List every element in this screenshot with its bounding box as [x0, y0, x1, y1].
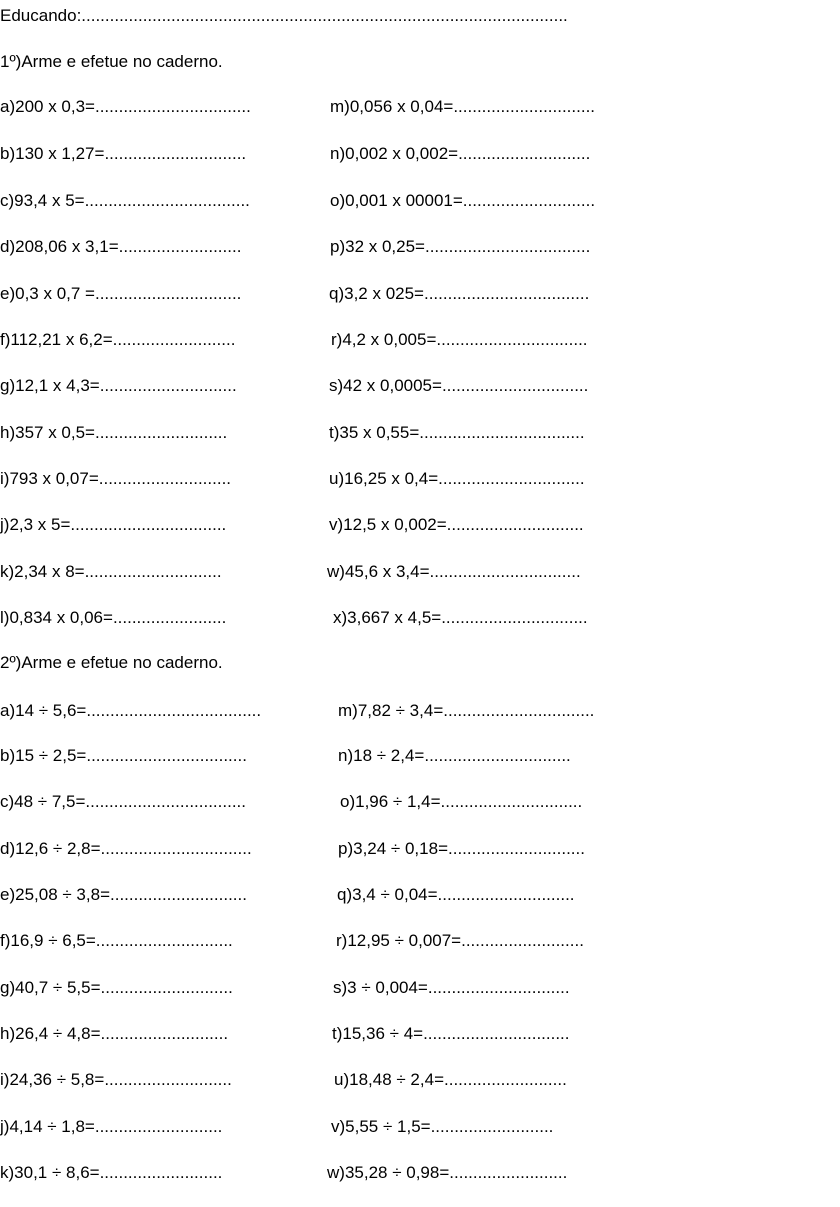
exercise-item: n)0,002 x 0,002=............................ [330, 144, 591, 163]
exercise-item: f)16,9 ÷ 6,5=............................. [0, 931, 233, 950]
exercise-item: p)3,24 ÷ 0,18=............................. [338, 839, 585, 858]
exercise-item: h)26,4 ÷ 4,8=........................... [0, 1024, 229, 1043]
exercise-item: g)12,1 x 4,3=............................. [0, 376, 237, 395]
exercise-item: w)45,6 x 3,4=................................ [327, 562, 581, 581]
exercise-item: p)32 x 0,25=................................... [330, 237, 591, 256]
exercise-item: l)0,834 x 0,06=........................ [0, 608, 227, 627]
exercise-item: s)42 x 0,0005=............................... [329, 376, 589, 395]
exercise-item: t)35 x 0,55=................................... [329, 423, 585, 442]
exercise-item: j)2,3 x 5=................................. [0, 515, 227, 534]
student-name-line: Educando:....................................................................................................... [0, 6, 568, 25]
exercise-item: i)793 x 0,07=............................ [0, 469, 232, 488]
exercise-item: j)4,14 ÷ 1,8=........................... [0, 1117, 223, 1136]
exercise-item: h)357 x 0,5=............................ [0, 423, 228, 442]
exercise-item: x)3,667 x 4,5=............................... [333, 608, 588, 627]
exercise-item: c)48 ÷ 7,5=.................................. [0, 792, 246, 811]
exercise-item: r)12,95 ÷ 0,007=.......................... [336, 931, 584, 950]
exercise-item: u)18,48 ÷ 2,4=.......................... [334, 1070, 567, 1089]
exercise-item: c)93,4 x 5=................................... [0, 191, 250, 210]
exercise-item: t)15,36 ÷ 4=............................... [332, 1024, 570, 1043]
exercise-item: k)2,34 x 8=............................. [0, 562, 222, 581]
exercise-item: s)3 ÷ 0,004=.............................. [333, 978, 570, 997]
exercise-item: i)24,36 ÷ 5,8=........................... [0, 1070, 232, 1089]
exercise-item: o)1,96 ÷ 1,4=.............................. [340, 792, 583, 811]
exercise-item: d)208,06 x 3,1=.......................... [0, 237, 242, 256]
exercise-item: q)3,2 x 025=................................... [329, 284, 590, 303]
exercise-item: f)112,21 x 6,2=.......................... [0, 330, 236, 349]
exercise-item: e)0,3 x 0,7 =............................... [0, 284, 242, 303]
exercise-item: q)3,4 ÷ 0,04=............................. [337, 885, 575, 904]
exercise-item: m)7,82 ÷ 3,4=................................ [338, 701, 595, 720]
section2-title: 2º)Arme e efetue no caderno. [0, 653, 223, 672]
exercise-item: u)16,25 x 0,4=............................... [329, 469, 585, 488]
exercise-item: k)30,1 ÷ 8,6=.......................... [0, 1163, 223, 1182]
exercise-item: m)0,056 x 0,04=.............................. [330, 97, 596, 116]
exercise-item: n)18 ÷ 2,4=............................... [338, 746, 571, 765]
exercise-item: e)25,08 ÷ 3,8=............................. [0, 885, 247, 904]
exercise-item: v)12,5 x 0,002=............................. [329, 515, 584, 534]
exercise-item: b)15 ÷ 2,5=.................................. [0, 746, 247, 765]
exercise-item: b)130 x 1,27=.............................. [0, 144, 247, 163]
exercise-item: o)0,001 x 00001=............................ [330, 191, 596, 210]
exercise-item: d)12,6 ÷ 2,8=................................ [0, 839, 252, 858]
exercise-item: g)40,7 ÷ 5,5=............................ [0, 978, 233, 997]
exercise-item: v)5,55 ÷ 1,5=.......................... [331, 1117, 554, 1136]
exercise-item: r)4,2 x 0,005=................................ [331, 330, 588, 349]
exercise-item: a)14 ÷ 5,6=..................................... [0, 701, 262, 720]
section1-title: 1º)Arme e efetue no caderno. [0, 52, 223, 71]
exercise-item: a)200 x 0,3=................................. [0, 97, 251, 116]
exercise-item: w)35,28 ÷ 0,98=......................... [327, 1163, 568, 1182]
